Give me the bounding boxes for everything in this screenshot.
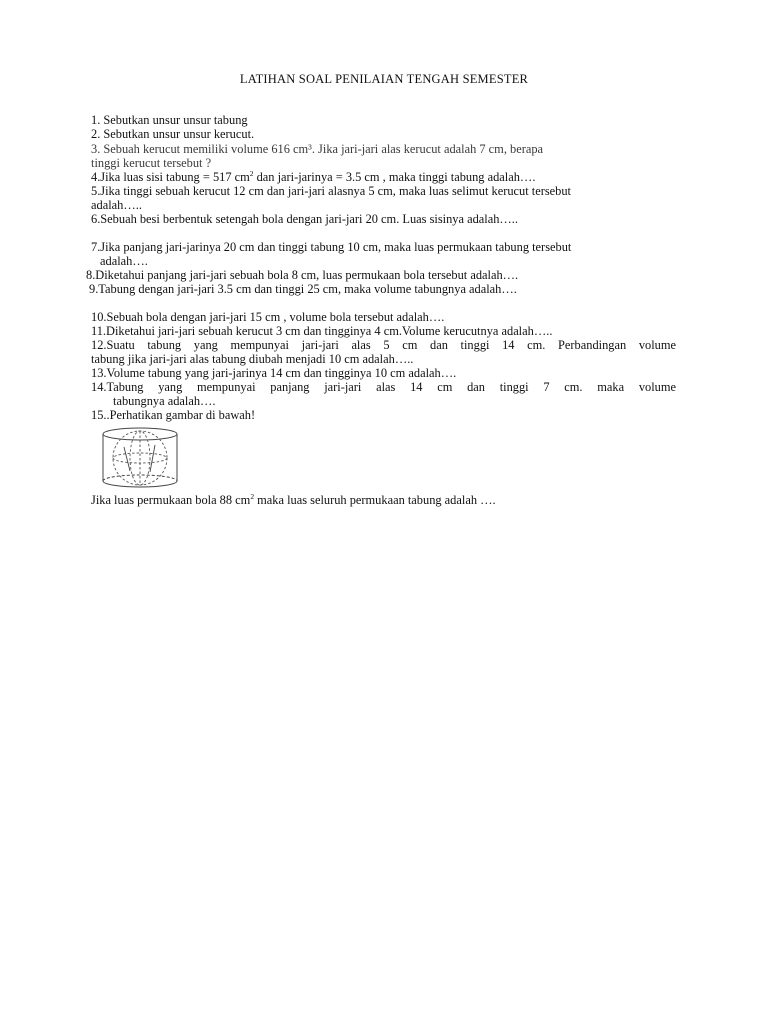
question-3-line-2: tinggi kerucut tersebut ? [91,156,212,170]
question-3-line-1: 3. Sebuah kerucut memiliki volume 616 cm³. Jika jari-jari alas kerucut adalah 7 cm, berapa [91,142,544,156]
question-7-line-1: 7.Jika panjang jari-jarinya 20 cm dan tinggi tabung 10 cm, maka luas permukaan tabung tersebut [91,240,572,254]
question-12-line-1: 12.Suatu tabung yang mempunyai jari-jari alas 5 cm dan tinggi 14 cm. Perbandingan volume [91,338,676,352]
question-15-followup-superscript: 2 [250,491,255,501]
question-11: 11.Diketahui jari-jari sebuah kerucut 3 cm dan tingginya 4 cm.Volume kerucutnya adalah….. [91,324,553,338]
question-4-text-b: dan jari-jarinya = 3.5 cm , maka tinggi tabung adalah…. [253,170,536,184]
question-13: 13.Volume tabung yang jari-jarinya 14 cm dan tingginya 10 cm adalah…. [91,366,457,380]
question-6: 6.Sebuah besi berbentuk setengah bola dengan jari-jari 20 cm. Luas sisinya adalah….. [91,212,519,226]
question-15-followup [91,493,496,507]
question-10: 10.Sebuah bola dengan jari-jari 15 cm , volume bola tersebut adalah…. [91,310,445,324]
question-4-superscript: 2 [249,168,254,178]
question-4-text-a: 4.Jika luas sisi tabung = 517 cm [91,170,250,184]
question-4 [91,170,535,184]
question-7-line-2: adalah…. [100,254,148,268]
question-15-followup-text-b: maka luas seluruh permukaan tabung adalah …. [254,493,496,507]
question-15-followup-text-a: Jika luas permukaan bola 88 cm [91,493,251,507]
page-title: LATIHAN SOAL PENILAIAN TENGAH SEMESTER [239,72,529,86]
question-12-line-2: tabung jika jari-jari alas tabung diubah menjadi 10 cm adalah….. [91,352,414,366]
question-5-line-2: adalah….. [91,198,142,212]
question-15: 15..Perhatikan gambar di bawah! [91,408,256,422]
question-9: 9.Tabung dengan jari-jari 3.5 cm dan tinggi 25 cm, maka volume tabungnya adalah…. [89,282,517,296]
question-8: 8.Diketahui panjang jari-jari sebuah bola 8 cm, luas permukaan bola tersebut adalah…. [86,268,519,282]
question-1: 1. Sebutkan unsur unsur tabung [91,113,248,127]
question-5-line-1: 5.Jika tinggi sebuah kerucut 12 cm dan jari-jari alasnya 5 cm, maka luas selimut kerucut tersebut [91,184,571,198]
question-2: 2. Sebutkan unsur unsur kerucut. [91,127,255,141]
cylinder-sphere-icon [100,425,180,491]
question-14-line-2: tabungnya adalah…. [113,394,216,408]
question-14-line-1: 14.Tabung yang mempunyai panjang jari-jari alas 14 cm dan tinggi 7 cm. maka volume [91,380,676,394]
